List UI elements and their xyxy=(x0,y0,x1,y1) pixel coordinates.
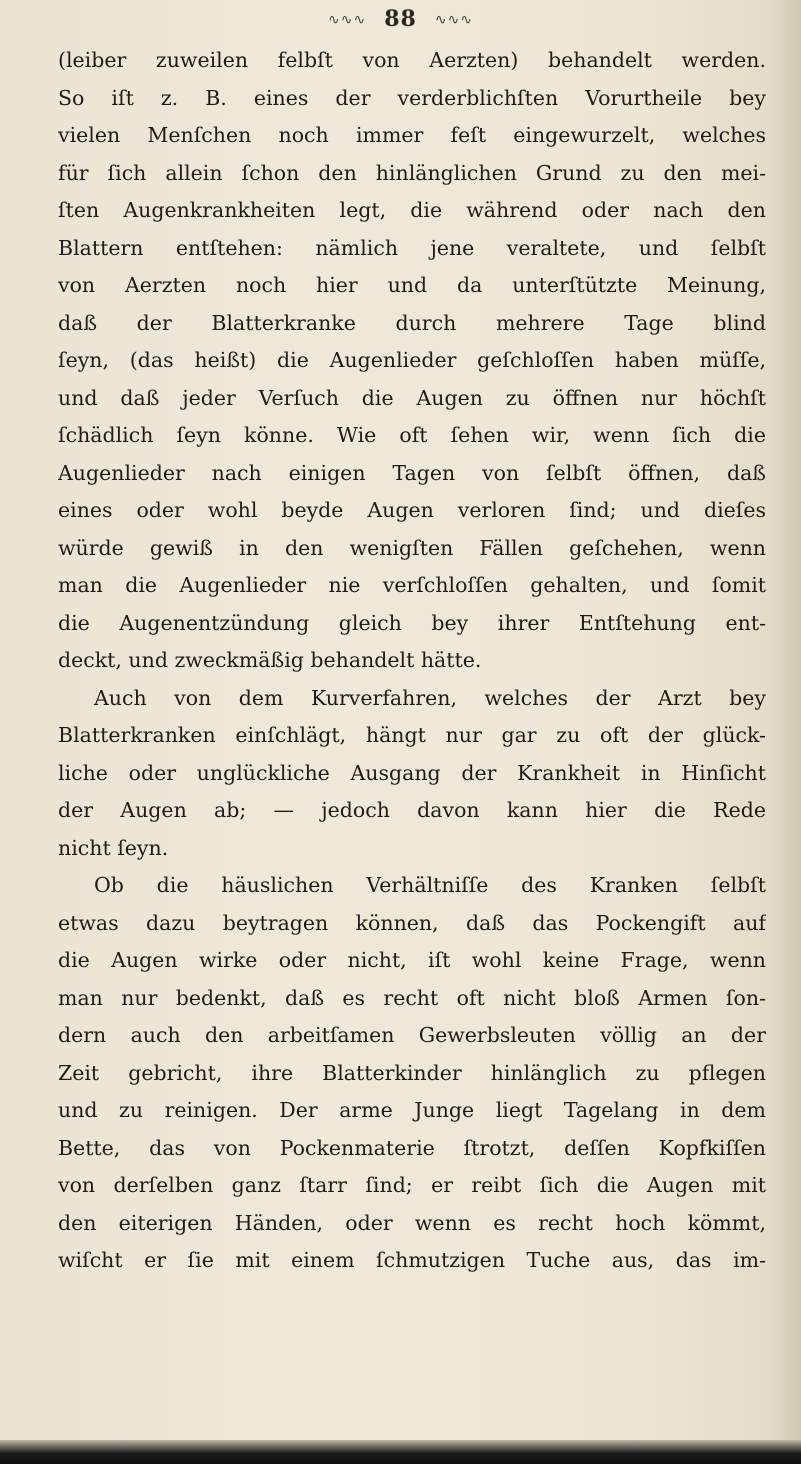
text-line: etwas dazu beytragen können, daß das Pockengift auf xyxy=(58,910,766,935)
text-line: So iſt z. B. eines der verderblichſten Vorurtheile bey xyxy=(58,85,766,110)
text-line: von Aerzten noch hier und da unterſtützte Meinung, xyxy=(58,273,766,297)
text-line: daß der Blatterkranke durch mehrere Tage blind xyxy=(58,310,766,335)
text-line: man die Augenlieder nie verſchloſſen gehalten, und ſomit xyxy=(58,573,766,597)
text-line: die Augenentzündung gleich bey ihrer Entſtehung ent- xyxy=(58,610,766,635)
text-line: Blatterkranken einſchlägt, hängt nur gar zu oft der glück- xyxy=(58,723,766,747)
text-line: Bette, das von Pockenmaterie ſtrotzt, deſſen Kopfkiſſen xyxy=(58,1135,766,1160)
page-number: 88 xyxy=(384,6,417,32)
text-line: man nur bedenkt, daß es recht oft nicht bloß Armen ſon- xyxy=(58,985,766,1010)
text-line: Zeit gebricht, ihre Blatterkinder hinlänglich zu pflegen xyxy=(58,1060,766,1085)
text-line: ſeyn, (das heißt) die Augenlieder geſchloſſen haben müſſe, xyxy=(58,348,766,372)
text-line: und daß jeder Verſuch die Augen zu öffnen nur höchſt xyxy=(58,385,766,410)
page-header xyxy=(0,6,801,32)
header-ornament-right: ∿∿∿ xyxy=(434,12,474,28)
text-line: und zu reinigen. Der arme Junge liegt Tagelang in dem xyxy=(58,1098,766,1122)
text-line: die Augen wirke oder nicht, iſt wohl keine Frage, wenn xyxy=(58,948,766,972)
body-text xyxy=(58,42,766,1280)
text-line: der Augen ab; — jedoch davon kann hier die Rede xyxy=(58,798,766,822)
text-line: ſchädlich ſeyn könne. Wie oft ſehen wir, wenn ſich die xyxy=(58,423,766,447)
text-line: ſten Augenkrankheiten legt, die während oder nach den xyxy=(58,198,766,222)
header-ornament-left: ∿∿∿ xyxy=(327,12,367,28)
text-line: Blattern entſtehen: nämlich jene veraltete, und ſelbſt xyxy=(58,235,766,260)
page-edge-shadow xyxy=(771,0,801,1464)
text-line: vielen Menſchen noch immer feſt eingewurzelt, welches xyxy=(58,123,766,147)
text-line: nicht ſeyn. xyxy=(58,835,169,860)
text-line: für ſich allein ſchon den hinlänglichen Grund zu den mei- xyxy=(58,160,766,185)
text-line: Ob die häuslichen Verhältniſſe des Kranken ſelbſt xyxy=(94,873,766,897)
text-line: Augenlieder nach einigen Tagen von ſelbſt öffnen, daß xyxy=(58,460,766,485)
text-line: wiſcht er ſie mit einem ſchmutzigen Tuche aus, das im- xyxy=(58,1248,766,1272)
text-line: Auch von dem Kurverfahren, welches der Arzt bey xyxy=(94,685,766,710)
text-line: von derſelben ganz ſtarr ſind; er reibt ſich die Augen mit xyxy=(58,1173,766,1197)
text-line: würde gewiß in den wenigſten Fällen geſchehen, wenn xyxy=(58,535,766,560)
text-line: dern auch den arbeitſamen Gewerbsleuten völlig an der xyxy=(58,1023,766,1047)
text-line: deckt, und zweckmäßig behandelt hätte. xyxy=(58,648,482,672)
text-line: eines oder wohl beyde Augen verloren ſind; und dieſes xyxy=(58,498,766,522)
scan-bottom-border xyxy=(0,1440,801,1464)
text-line: (leiber zuweilen felbſt von Aerzten) behandelt werden. xyxy=(58,48,766,72)
text-line: liche oder unglückliche Ausgang der Krankheit in Hinſicht xyxy=(58,760,766,785)
text-line: den eiterigen Händen, oder wenn es recht hoch kömmt, xyxy=(58,1210,766,1235)
